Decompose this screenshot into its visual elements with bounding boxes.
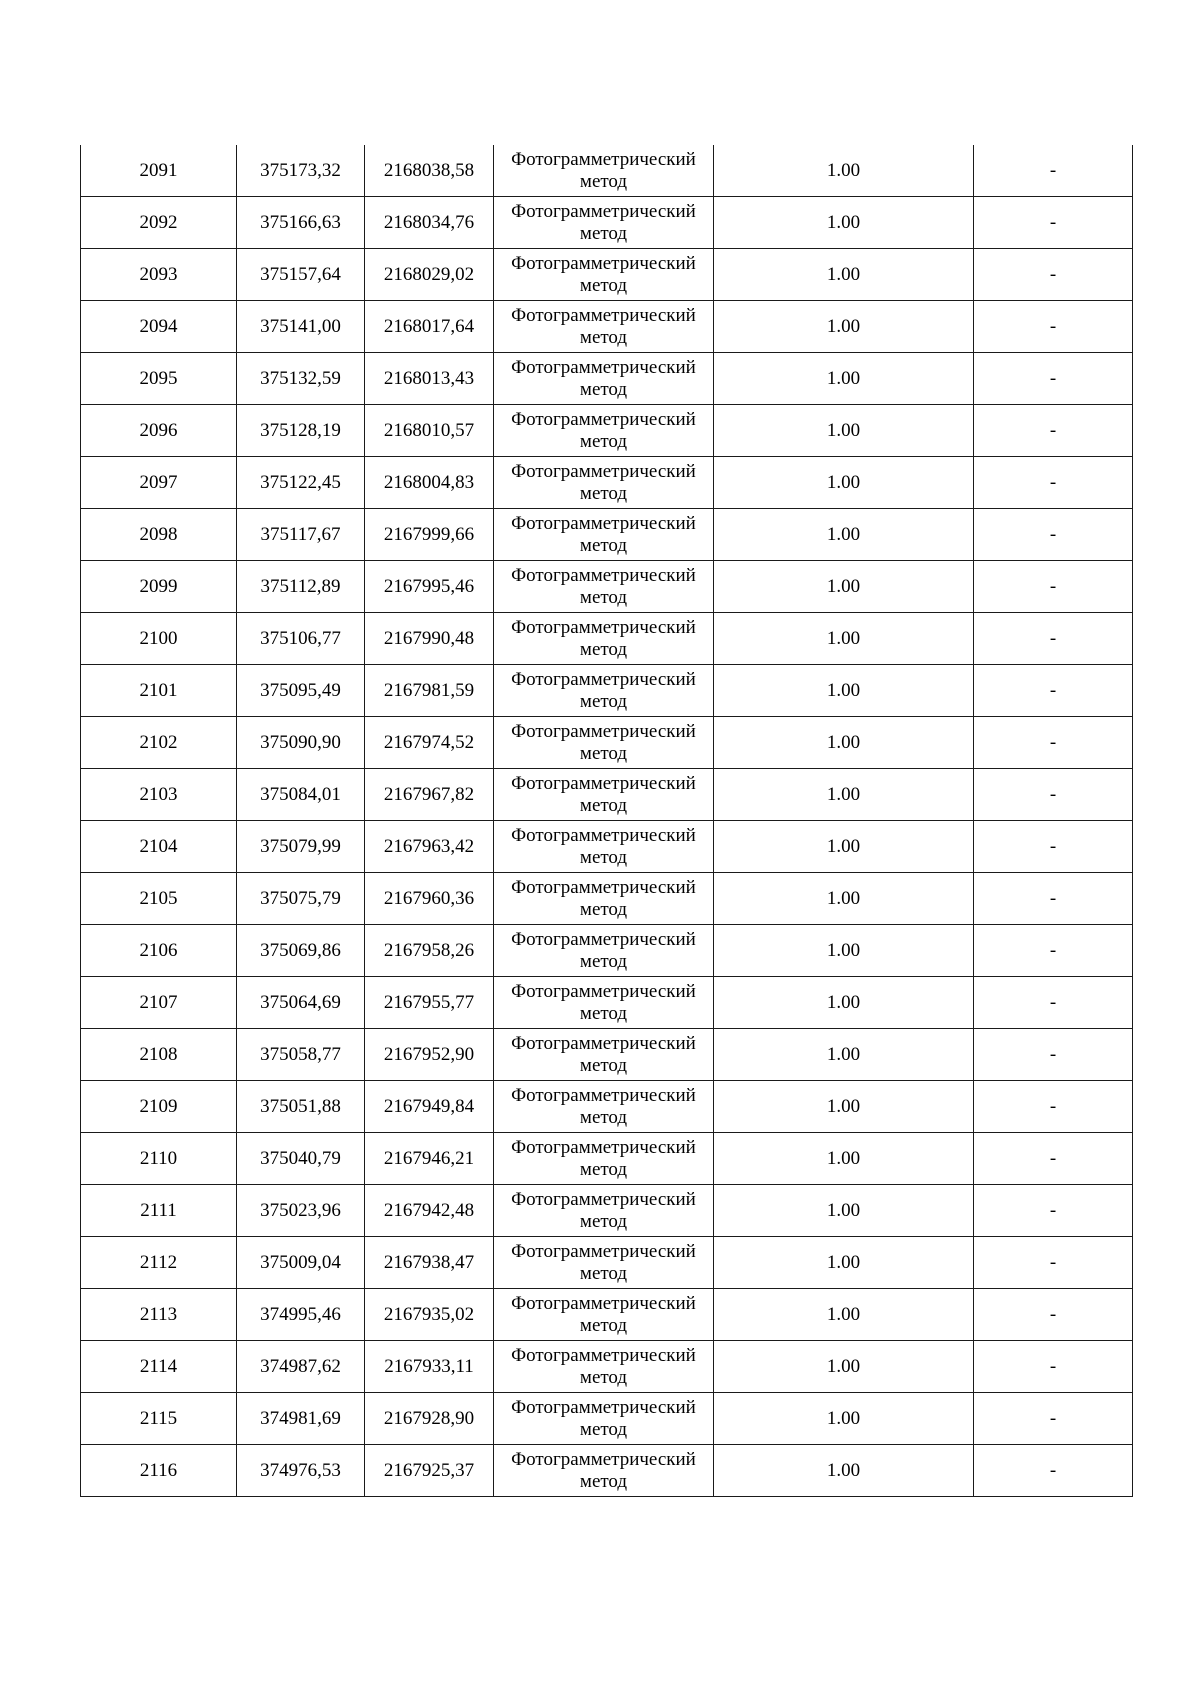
point-number-cell: 2097	[81, 457, 237, 509]
table-row	[81, 1289, 1133, 1341]
method-line-1: Фотограмметрический	[511, 1032, 696, 1054]
y-coordinate-cell: 2167981,59	[365, 665, 494, 717]
table-row	[81, 197, 1133, 249]
method-cell	[494, 821, 714, 873]
point-number-cell: 2109	[81, 1081, 237, 1133]
note-cell: -	[974, 613, 1133, 665]
point-number-cell: 2099	[81, 561, 237, 613]
method-line-1: Фотограмметрический	[511, 1448, 696, 1470]
x-coordinate-cell: 375079,99	[237, 821, 365, 873]
accuracy-cell: 1.00	[714, 1445, 974, 1497]
y-coordinate-cell: 2168038,58	[365, 145, 494, 197]
point-number-cell: 2114	[81, 1341, 237, 1393]
table-row	[81, 769, 1133, 821]
point-number-cell: 2103	[81, 769, 237, 821]
point-number-cell: 2112	[81, 1237, 237, 1289]
table-row	[81, 353, 1133, 405]
method-cell	[494, 1029, 714, 1081]
x-coordinate-cell: 375122,45	[237, 457, 365, 509]
table-row	[81, 1445, 1133, 1497]
method-cell	[494, 1133, 714, 1185]
y-coordinate-cell: 2167990,48	[365, 613, 494, 665]
method-line-1: Фотограмметрический	[511, 408, 696, 430]
x-coordinate-cell: 375157,64	[237, 249, 365, 301]
method-line-1: Фотограмметрический	[511, 1344, 696, 1366]
x-coordinate-cell: 375075,79	[237, 873, 365, 925]
accuracy-cell: 1.00	[714, 509, 974, 561]
point-number-cell: 2102	[81, 717, 237, 769]
method-cell	[494, 301, 714, 353]
method-line-2: метод	[579, 742, 628, 764]
method-line-2: метод	[579, 846, 628, 868]
point-number-cell: 2091	[81, 145, 237, 197]
y-coordinate-cell: 2167960,36	[365, 873, 494, 925]
method-line-1: Фотограмметрический	[511, 1188, 696, 1210]
y-coordinate-cell: 2168029,02	[365, 249, 494, 301]
method-line-2: метод	[579, 1054, 628, 1076]
accuracy-cell: 1.00	[714, 1081, 974, 1133]
y-coordinate-cell: 2167928,90	[365, 1393, 494, 1445]
note-cell: -	[974, 717, 1133, 769]
y-coordinate-cell: 2167925,37	[365, 1445, 494, 1497]
table-body	[81, 145, 1133, 1497]
method-line-1: Фотограмметрический	[511, 720, 696, 742]
point-number-cell: 2104	[81, 821, 237, 873]
method-line-2: метод	[579, 1002, 628, 1024]
accuracy-cell: 1.00	[714, 405, 974, 457]
method-line-2: метод	[579, 794, 628, 816]
x-coordinate-cell: 375069,86	[237, 925, 365, 977]
point-number-cell: 2108	[81, 1029, 237, 1081]
table-row	[81, 1029, 1133, 1081]
y-coordinate-cell: 2167938,47	[365, 1237, 494, 1289]
accuracy-cell: 1.00	[714, 665, 974, 717]
method-line-2: метод	[579, 170, 628, 192]
note-cell: -	[974, 1081, 1133, 1133]
method-line-1: Фотограмметрический	[511, 928, 696, 950]
method-line-1: Фотограмметрический	[511, 460, 696, 482]
x-coordinate-cell: 375023,96	[237, 1185, 365, 1237]
point-number-cell: 2092	[81, 197, 237, 249]
method-line-2: метод	[579, 1210, 628, 1232]
table-row	[81, 1185, 1133, 1237]
point-number-cell: 2098	[81, 509, 237, 561]
method-line-1: Фотограмметрический	[511, 980, 696, 1002]
note-cell: -	[974, 665, 1133, 717]
accuracy-cell: 1.00	[714, 145, 974, 197]
accuracy-cell: 1.00	[714, 873, 974, 925]
method-line-1: Фотограмметрический	[511, 512, 696, 534]
x-coordinate-cell: 374995,46	[237, 1289, 365, 1341]
note-cell: -	[974, 561, 1133, 613]
x-coordinate-cell: 375009,04	[237, 1237, 365, 1289]
y-coordinate-cell: 2167967,82	[365, 769, 494, 821]
method-line-1: Фотограмметрический	[511, 668, 696, 690]
y-coordinate-cell: 2168013,43	[365, 353, 494, 405]
point-number-cell: 2106	[81, 925, 237, 977]
x-coordinate-cell: 374987,62	[237, 1341, 365, 1393]
accuracy-cell: 1.00	[714, 1133, 974, 1185]
method-cell	[494, 145, 714, 197]
method-line-1: Фотограмметрический	[511, 616, 696, 638]
y-coordinate-cell: 2167933,11	[365, 1341, 494, 1393]
table-row	[81, 717, 1133, 769]
method-line-1: Фотограмметрический	[511, 200, 696, 222]
y-coordinate-cell: 2168034,76	[365, 197, 494, 249]
x-coordinate-cell: 375117,67	[237, 509, 365, 561]
method-line-1: Фотограмметрический	[511, 1136, 696, 1158]
method-cell	[494, 1081, 714, 1133]
accuracy-cell: 1.00	[714, 353, 974, 405]
accuracy-cell: 1.00	[714, 1237, 974, 1289]
point-number-cell: 2100	[81, 613, 237, 665]
table-row	[81, 301, 1133, 353]
point-number-cell: 2101	[81, 665, 237, 717]
accuracy-cell: 1.00	[714, 925, 974, 977]
method-cell	[494, 1237, 714, 1289]
method-line-1: Фотограмметрический	[511, 252, 696, 274]
accuracy-cell: 1.00	[714, 561, 974, 613]
x-coordinate-cell: 375141,00	[237, 301, 365, 353]
x-coordinate-cell: 375058,77	[237, 1029, 365, 1081]
method-cell	[494, 769, 714, 821]
method-cell	[494, 457, 714, 509]
method-line-2: метод	[579, 430, 628, 452]
x-coordinate-cell: 375095,49	[237, 665, 365, 717]
method-line-2: метод	[579, 898, 628, 920]
point-number-cell: 2113	[81, 1289, 237, 1341]
y-coordinate-cell: 2167999,66	[365, 509, 494, 561]
accuracy-cell: 1.00	[714, 769, 974, 821]
note-cell: -	[974, 873, 1133, 925]
x-coordinate-cell: 374981,69	[237, 1393, 365, 1445]
accuracy-cell: 1.00	[714, 1341, 974, 1393]
method-line-1: Фотограмметрический	[511, 564, 696, 586]
y-coordinate-cell: 2167955,77	[365, 977, 494, 1029]
y-coordinate-cell: 2167963,42	[365, 821, 494, 873]
accuracy-cell: 1.00	[714, 821, 974, 873]
table-row	[81, 1133, 1133, 1185]
accuracy-cell: 1.00	[714, 977, 974, 1029]
method-line-2: метод	[579, 274, 628, 296]
y-coordinate-cell: 2167949,84	[365, 1081, 494, 1133]
point-number-cell: 2110	[81, 1133, 237, 1185]
method-line-2: метод	[579, 1158, 628, 1180]
table-row	[81, 665, 1133, 717]
method-line-2: метод	[579, 1314, 628, 1336]
y-coordinate-cell: 2167958,26	[365, 925, 494, 977]
note-cell: -	[974, 1341, 1133, 1393]
method-cell	[494, 717, 714, 769]
method-line-1: Фотограмметрический	[511, 1240, 696, 1262]
note-cell: -	[974, 1393, 1133, 1445]
method-cell	[494, 561, 714, 613]
method-line-1: Фотограмметрический	[511, 148, 696, 170]
method-line-1: Фотограмметрический	[511, 1292, 696, 1314]
note-cell: -	[974, 509, 1133, 561]
method-cell	[494, 925, 714, 977]
x-coordinate-cell: 375112,89	[237, 561, 365, 613]
note-cell: -	[974, 145, 1133, 197]
accuracy-cell: 1.00	[714, 197, 974, 249]
method-cell	[494, 1341, 714, 1393]
note-cell: -	[974, 1133, 1133, 1185]
method-line-2: метод	[579, 534, 628, 556]
table-row	[81, 457, 1133, 509]
note-cell: -	[974, 821, 1133, 873]
method-line-2: метод	[579, 690, 628, 712]
method-line-2: метод	[579, 1262, 628, 1284]
x-coordinate-cell: 375040,79	[237, 1133, 365, 1185]
table-row	[81, 1341, 1133, 1393]
point-number-cell: 2096	[81, 405, 237, 457]
method-cell	[494, 977, 714, 1029]
point-number-cell: 2107	[81, 977, 237, 1029]
y-coordinate-cell: 2167942,48	[365, 1185, 494, 1237]
method-cell	[494, 509, 714, 561]
y-coordinate-cell: 2168004,83	[365, 457, 494, 509]
method-line-1: Фотограмметрический	[511, 304, 696, 326]
table-row	[81, 1393, 1133, 1445]
note-cell: -	[974, 197, 1133, 249]
note-cell: -	[974, 1289, 1133, 1341]
x-coordinate-cell: 375051,88	[237, 1081, 365, 1133]
method-line-2: метод	[579, 1366, 628, 1388]
note-cell: -	[974, 1445, 1133, 1497]
table-row	[81, 405, 1133, 457]
point-number-cell: 2111	[81, 1185, 237, 1237]
x-coordinate-cell: 375132,59	[237, 353, 365, 405]
note-cell: -	[974, 353, 1133, 405]
accuracy-cell: 1.00	[714, 249, 974, 301]
method-line-2: метод	[579, 586, 628, 608]
y-coordinate-cell: 2167995,46	[365, 561, 494, 613]
note-cell: -	[974, 977, 1133, 1029]
table-row	[81, 1237, 1133, 1289]
method-line-1: Фотограмметрический	[511, 1084, 696, 1106]
note-cell: -	[974, 769, 1133, 821]
method-cell	[494, 1185, 714, 1237]
point-number-cell: 2094	[81, 301, 237, 353]
method-line-2: метод	[579, 950, 628, 972]
method-line-1: Фотограмметрический	[511, 876, 696, 898]
x-coordinate-cell: 375166,63	[237, 197, 365, 249]
x-coordinate-cell: 375106,77	[237, 613, 365, 665]
accuracy-cell: 1.00	[714, 613, 974, 665]
method-cell	[494, 1289, 714, 1341]
y-coordinate-cell: 2168017,64	[365, 301, 494, 353]
table-row	[81, 977, 1133, 1029]
method-line-2: метод	[579, 1470, 628, 1492]
y-coordinate-cell: 2167974,52	[365, 717, 494, 769]
method-line-2: метод	[579, 482, 628, 504]
method-line-2: метод	[579, 1418, 628, 1440]
method-line-2: метод	[579, 222, 628, 244]
note-cell: -	[974, 1185, 1133, 1237]
point-number-cell: 2115	[81, 1393, 237, 1445]
y-coordinate-cell: 2167935,02	[365, 1289, 494, 1341]
method-cell	[494, 249, 714, 301]
x-coordinate-cell: 375128,19	[237, 405, 365, 457]
table-row	[81, 249, 1133, 301]
note-cell: -	[974, 457, 1133, 509]
method-line-2: метод	[579, 638, 628, 660]
note-cell: -	[974, 405, 1133, 457]
x-coordinate-cell: 375064,69	[237, 977, 365, 1029]
table-row	[81, 613, 1133, 665]
note-cell: -	[974, 1237, 1133, 1289]
method-cell	[494, 873, 714, 925]
table-row	[81, 873, 1133, 925]
note-cell: -	[974, 249, 1133, 301]
method-cell	[494, 665, 714, 717]
table-row	[81, 925, 1133, 977]
method-cell	[494, 197, 714, 249]
accuracy-cell: 1.00	[714, 1185, 974, 1237]
method-line-2: метод	[579, 326, 628, 348]
method-line-1: Фотограмметрический	[511, 772, 696, 794]
accuracy-cell: 1.00	[714, 457, 974, 509]
accuracy-cell: 1.00	[714, 1393, 974, 1445]
method-cell	[494, 1393, 714, 1445]
method-line-1: Фотограмметрический	[511, 824, 696, 846]
accuracy-cell: 1.00	[714, 1029, 974, 1081]
method-cell	[494, 405, 714, 457]
table-row	[81, 145, 1133, 197]
point-number-cell: 2116	[81, 1445, 237, 1497]
x-coordinate-cell: 375173,32	[237, 145, 365, 197]
coordinates-table	[80, 145, 1133, 1497]
accuracy-cell: 1.00	[714, 301, 974, 353]
x-coordinate-cell: 375084,01	[237, 769, 365, 821]
y-coordinate-cell: 2167946,21	[365, 1133, 494, 1185]
table-row	[81, 821, 1133, 873]
point-number-cell: 2095	[81, 353, 237, 405]
y-coordinate-cell: 2167952,90	[365, 1029, 494, 1081]
table-row	[81, 1081, 1133, 1133]
note-cell: -	[974, 301, 1133, 353]
method-line-2: метод	[579, 378, 628, 400]
point-number-cell: 2105	[81, 873, 237, 925]
method-line-2: метод	[579, 1106, 628, 1128]
method-line-1: Фотограмметрический	[511, 1396, 696, 1418]
note-cell: -	[974, 1029, 1133, 1081]
y-coordinate-cell: 2168010,57	[365, 405, 494, 457]
method-cell	[494, 613, 714, 665]
method-cell	[494, 353, 714, 405]
x-coordinate-cell: 375090,90	[237, 717, 365, 769]
method-cell	[494, 1445, 714, 1497]
table-row	[81, 509, 1133, 561]
x-coordinate-cell: 374976,53	[237, 1445, 365, 1497]
accuracy-cell: 1.00	[714, 717, 974, 769]
table-row	[81, 561, 1133, 613]
point-number-cell: 2093	[81, 249, 237, 301]
note-cell: -	[974, 925, 1133, 977]
method-line-1: Фотограмметрический	[511, 356, 696, 378]
accuracy-cell: 1.00	[714, 1289, 974, 1341]
